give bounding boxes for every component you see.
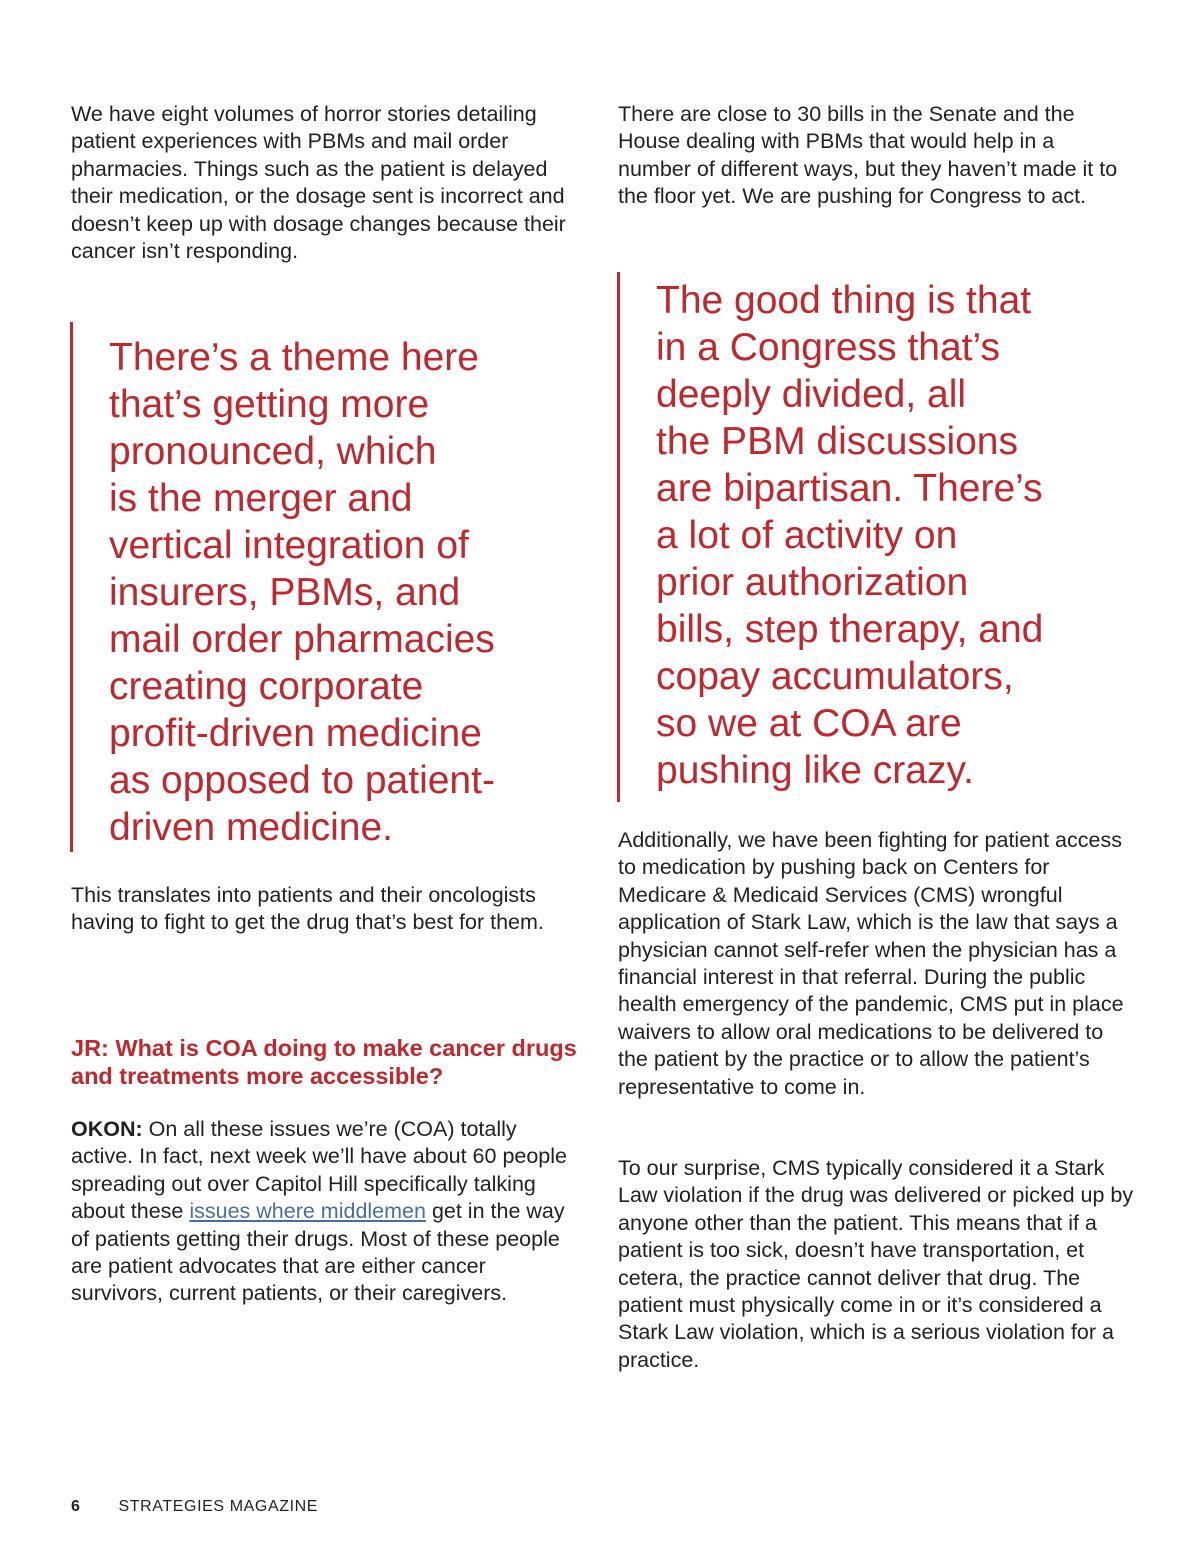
pull-quote-line: as opposed to patient- (109, 759, 495, 802)
stark-law-paragraph: Additionally, we have been fighting for patient access to medication by pushing back on Centers for Medicare & Medicaid Services (CMS) wrongful application of Stark Law, which is the law that says a physician cannot self-refer when the physician has a financial interest in that referral. During the public health emergency of the pandemic, CMS put in place waivers to allow oral medications to be delivered to the patient by the practice or to allow the patient’s representative to come in. (618, 828, 1124, 1099)
pull-quote-left-text (109, 334, 579, 851)
intro-paragraph-right: There are close to 30 bills in the Senate and the House dealing with PBMs that would help in a number of different ways, but they haven’t made it to the floor yet. We are pushing for Congress to act. (618, 102, 1118, 209)
followup-paragraph-left: This translates into patients and their oncologists having to fight to get the drug that’s best for them. (71, 883, 544, 935)
page-number: 6 (71, 1498, 81, 1515)
pull-quote-line: vertical integration of (109, 524, 469, 567)
pull-quote-line: prior authorization (656, 561, 969, 604)
pull-quote-line: pushing like crazy. (656, 749, 974, 792)
issues-where-middlemen-link[interactable]: issues where middlemen (189, 1199, 426, 1224)
pull-quote-line: driven medicine. (109, 806, 393, 849)
question-heading: JR: What is COA doing to make cancer drugs and treatments more accessible? (71, 1035, 577, 1089)
pull-quote-line: insurers, PBMs, and (109, 571, 461, 614)
pull-quote-right (617, 272, 1117, 802)
answer-text-end: get in the way of patients getting their drugs. Most of these people are patient advocates that are either cancer survivors, current patients, or their caregivers. (71, 1199, 565, 1306)
pull-quote-line: deeply divided, all (656, 373, 967, 416)
intro-paragraph-left: We have eight volumes of horror stories detailing patient experiences with PBMs and mail order pharmacies. Things such as the patient is delayed their medication, or the dosage sent is incorrect and doesn’t keep up with dosage changes because their cancer isn’t responding. (71, 102, 566, 264)
pull-quote-line: are bipartisan. There’s (656, 467, 1043, 510)
surprise-paragraph: To our surprise, CMS typically considered it a Stark Law violation if the drug was delivered or picked up by anyone other than the patient. This means that if a patient is too sick, doesn’t have transportation, et cetera, the practice cannot deliver that drug. The patient must physically come in or it’s considered a Stark Law violation, which is a serious violation for a practice. (618, 1156, 1134, 1372)
pull-quote-line: profit-driven medicine (109, 712, 482, 755)
pull-quote-left (70, 322, 570, 852)
pull-quote-line: that’s getting more (109, 383, 430, 426)
pull-quote-line: The good thing is that (656, 279, 1032, 322)
pull-quote-line: pronounced, which (109, 430, 437, 473)
answer-text-start: On all these issues we’re (COA) totally active. In fact, next week we’ll have about 60 people spreading out over Capitol Hill specifically talking about these (71, 1117, 568, 1224)
pull-quote-line: creating corporate (109, 665, 424, 708)
pull-quote-line: a lot of activity on (656, 514, 958, 557)
pull-quote-line: so we at COA are (656, 702, 962, 745)
pull-quote-right-text (656, 277, 1126, 794)
pull-quote-line: bills, step therapy, and (656, 608, 1044, 651)
pull-quote-line: mail order pharmacies (109, 618, 495, 661)
pull-quote-line: There’s a theme here (109, 336, 479, 379)
pull-quote-line: the PBM discussions (656, 420, 1018, 463)
publication-name: STRATEGIES MAGAZINE (118, 1498, 319, 1515)
pull-quote-line: copay accumulators, (656, 655, 1014, 698)
page-footer (71, 1498, 318, 1516)
pull-quote-line: is the merger and (109, 477, 413, 520)
speaker-label: OKON: (71, 1117, 143, 1141)
answer-paragraph (71, 1116, 581, 1308)
pull-quote-line: in a Congress that’s (656, 326, 1000, 369)
